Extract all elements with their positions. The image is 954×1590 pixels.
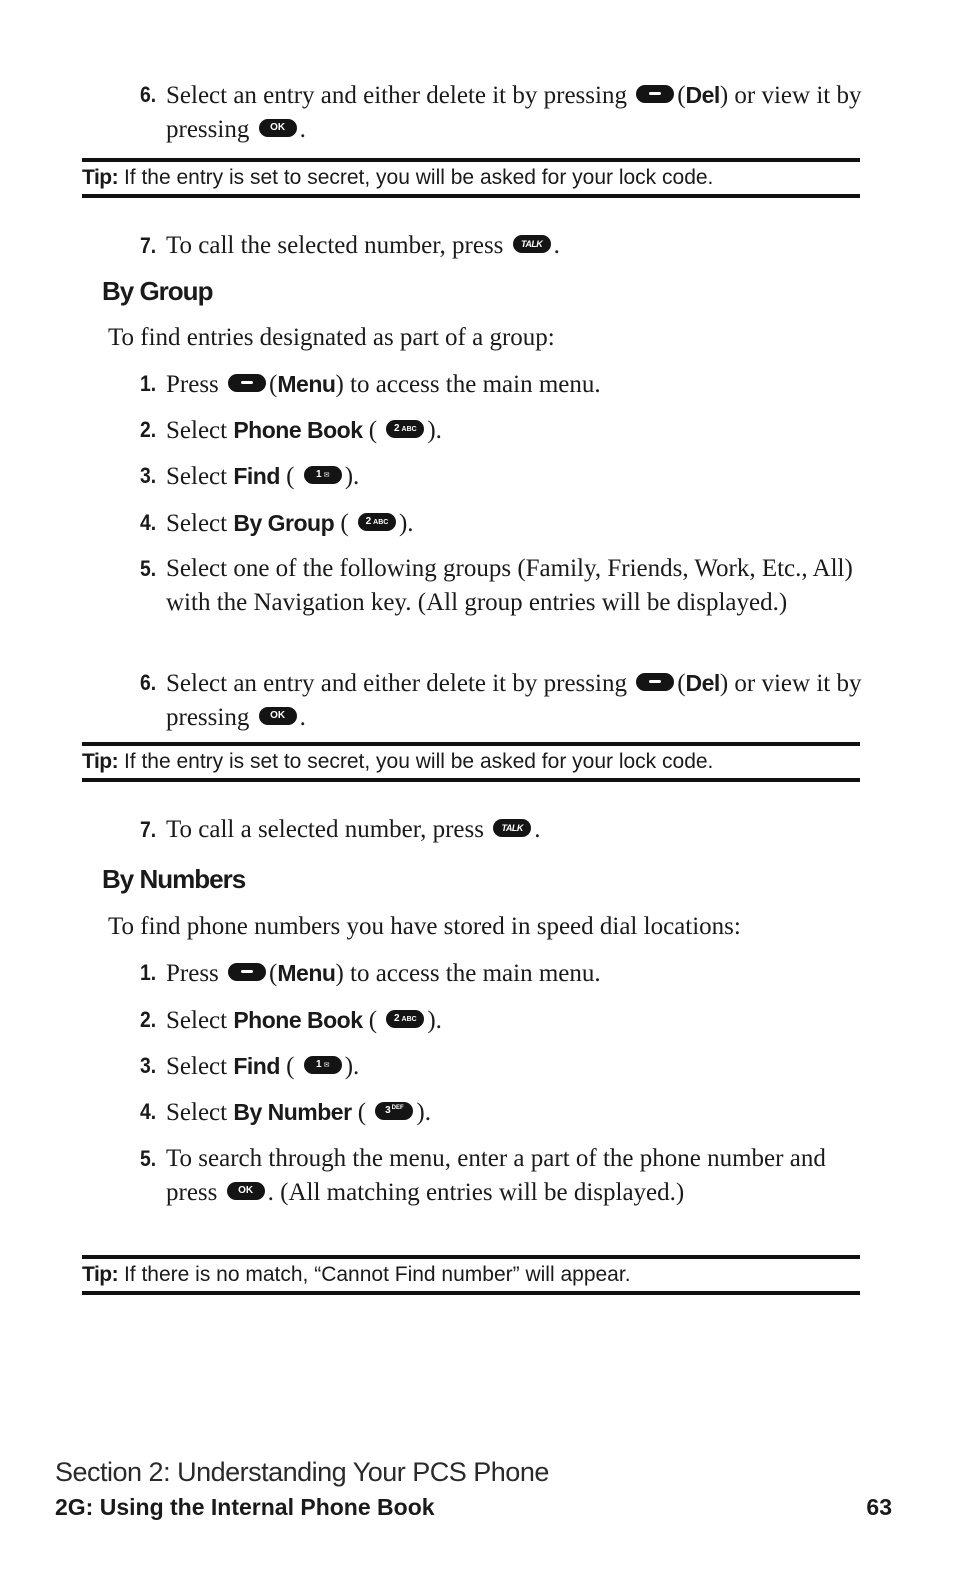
- step-text: To search through the menu, enter a part of the phone number and press: [166, 1145, 826, 1206]
- key-letters: ABC: [401, 426, 417, 434]
- heading-by-numbers: By Numbers: [102, 864, 246, 894]
- tip-box: [82, 742, 860, 782]
- step-text: to access the main menu.: [350, 960, 601, 987]
- step-text: Select: [166, 1053, 228, 1080]
- punct: .: [553, 232, 560, 259]
- step-7-top: [140, 229, 870, 263]
- step-text: to access the main menu.: [350, 371, 601, 398]
- step-number: 4.: [140, 510, 157, 535]
- step-number: 5.: [140, 556, 157, 581]
- key-2-icon: [386, 420, 424, 438]
- group-step-5: [140, 552, 870, 620]
- tip-box: [82, 1255, 860, 1295]
- tip-text: If there is no match, “Cannot Find number” will appear.: [123, 1263, 631, 1286]
- key-2-icon: [358, 513, 396, 531]
- numbers-step-1: 1. Press (Menu) to access the main menu.: [140, 956, 870, 991]
- step-text: Select one of the following groups (Family, Friends, Work, Etc., All) with the Navigation key. (All group entries will be displayed.): [166, 555, 853, 616]
- ok-key-icon: OK: [259, 707, 297, 725]
- tip-box: [82, 158, 860, 198]
- soft-key-icon: [228, 963, 266, 981]
- key-digit: 2: [393, 423, 400, 435]
- step-number: 2.: [140, 1007, 157, 1032]
- tip-label: Tip:: [82, 166, 119, 189]
- step-number: 3.: [140, 463, 157, 488]
- numbers-step-4: 4. Select By Number ( $3^{DEF}$ ).: [140, 1095, 870, 1130]
- page-number: 63: [866, 1494, 892, 1520]
- punct: .: [299, 116, 306, 143]
- key-letters: ABC: [373, 519, 389, 527]
- punct: ).: [398, 510, 414, 537]
- step-number: 3.: [140, 1053, 157, 1078]
- step-number: 6.: [140, 82, 157, 107]
- key-digit: 2: [365, 516, 372, 528]
- ok-key-icon: OK: [227, 1182, 265, 1200]
- step-text: or view it by pressing: [166, 670, 862, 731]
- group-step-7: [140, 813, 870, 847]
- find-label: Find: [233, 1053, 280, 1079]
- tip-text: If the entry is set to secret, you will be asked for your lock code.: [123, 166, 714, 189]
- step-text: or view it by pressing: [166, 82, 862, 143]
- step-number: 2.: [140, 417, 157, 442]
- key-digit: 1: [316, 1059, 322, 1071]
- step-text: Select: [166, 1007, 228, 1034]
- heading-by-group: By Group: [102, 276, 213, 306]
- step-text: To call a selected number, press: [166, 816, 484, 843]
- step-text: Press: [166, 960, 219, 987]
- step-text: Select: [166, 463, 228, 490]
- key-digit: 3: [385, 1105, 391, 1117]
- step-text: To call the selected number, press: [166, 232, 504, 259]
- find-label: Find: [233, 463, 280, 489]
- step-text: Select: [166, 1099, 228, 1126]
- group-step-3: 3. Select Find ( 1 ✉ ).: [140, 459, 870, 494]
- step-text: Select an entry and either delete it by pressing: [166, 82, 627, 109]
- group-step-6: 6. Select an entry and either delete it by pressing (Del) or view it by pressing OK .: [140, 666, 870, 735]
- step-number: 7.: [140, 817, 157, 842]
- punct: ).: [344, 1053, 360, 1080]
- punct: ).: [427, 1007, 442, 1034]
- soft-key-icon: [636, 673, 674, 691]
- del-label: Del: [685, 82, 720, 108]
- envelope-icon: ✉: [323, 1062, 330, 1070]
- step-text: Select an entry and either delete it by pressing: [166, 670, 627, 697]
- step-number: 4.: [140, 1099, 157, 1124]
- key-1-icon: [304, 466, 342, 484]
- punct: ).: [427, 417, 442, 444]
- by-number-label: By Number: [233, 1099, 352, 1125]
- talk-key-icon: TALK: [513, 235, 551, 253]
- step-text: Select: [166, 510, 228, 537]
- envelope-icon: ✉: [323, 472, 330, 480]
- group-step-2: 2. Select Phone Book ( 2 ABC ).: [140, 413, 870, 448]
- key-1-icon: [304, 1056, 342, 1074]
- step-text: . (All matching entries will be displayed.): [267, 1179, 685, 1206]
- footer-chapter-title: 2G: Using the Internal Phone Book: [55, 1494, 435, 1520]
- punct: .: [534, 816, 541, 843]
- phone-book-label: Phone Book: [233, 417, 363, 443]
- group-step-1: 1. Press (Menu) to access the main menu.: [140, 367, 870, 402]
- numbers-step-2: 2. Select Phone Book ( 2 ABC ).: [140, 1003, 870, 1038]
- key-3-icon: [375, 1102, 413, 1120]
- by-group-label: By Group: [233, 510, 335, 536]
- soft-key-icon: [228, 374, 266, 392]
- talk-key-icon: TALK: [493, 819, 531, 837]
- footer-section-title: Section 2: Understanding Your PCS Phone: [55, 1457, 549, 1487]
- tip-label: Tip:: [82, 1263, 119, 1286]
- punct: ).: [416, 1099, 431, 1126]
- menu-label: Menu: [277, 960, 336, 986]
- step-6-top: 6. Select an entry and either delete it by pressing (Del) or view it by pressing OK .: [140, 78, 870, 147]
- step-number: 5.: [140, 1146, 157, 1171]
- step-number: 6.: [140, 670, 157, 695]
- intro-by-group: To find entries designated as part of a group:: [108, 324, 555, 351]
- group-step-4: 4. Select By Group ( 2 ABC ).: [140, 506, 870, 541]
- step-number: 7.: [140, 233, 157, 258]
- key-letters: ABC: [401, 1016, 417, 1024]
- menu-label: Menu: [277, 371, 336, 397]
- step-text: Press: [166, 371, 219, 398]
- punct: .: [299, 704, 306, 731]
- key-digit: 1: [316, 469, 322, 481]
- tip-text: If the entry is set to secret, you will be asked for your lock code.: [123, 750, 714, 773]
- step-number: 1.: [140, 371, 157, 396]
- key-letters: DEF: [391, 1105, 404, 1112]
- step-text: Select: [166, 417, 228, 444]
- intro-by-numbers: To find phone numbers you have stored in speed dial locations:: [108, 913, 741, 940]
- tip-label: Tip:: [82, 750, 119, 773]
- soft-key-icon: [636, 85, 674, 103]
- numbers-step-5: [140, 1142, 870, 1210]
- del-label: Del: [685, 670, 720, 696]
- numbers-step-3: 3. Select Find ( 1 ✉ ).: [140, 1049, 870, 1084]
- key-digit: 2: [393, 1013, 400, 1025]
- step-number: 1.: [140, 960, 157, 985]
- key-2-icon: [386, 1010, 424, 1028]
- punct: ).: [344, 463, 360, 490]
- ok-key-icon: OK: [259, 119, 297, 137]
- phone-book-label: Phone Book: [233, 1007, 363, 1033]
